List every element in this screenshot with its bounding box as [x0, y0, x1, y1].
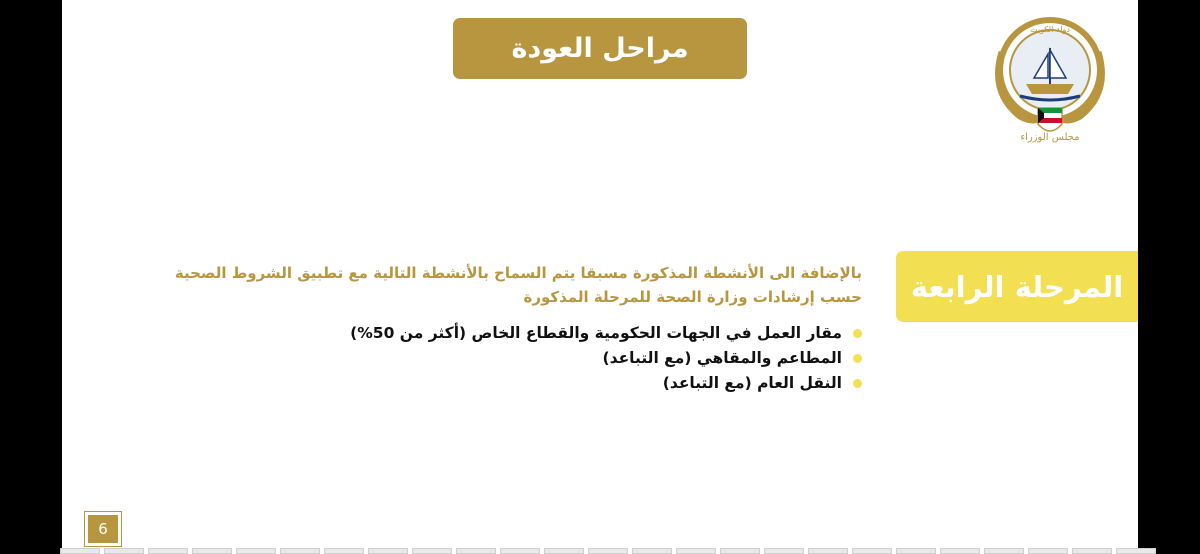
slide-thumbnail[interactable]: [1028, 548, 1068, 554]
phase-label: المرحلة الرابعة: [896, 251, 1138, 322]
slide-thumbnail[interactable]: [764, 548, 804, 554]
slide-thumbnail[interactable]: [1072, 548, 1112, 554]
bullet-dot-icon: [853, 329, 862, 338]
slide-thumbnail[interactable]: [588, 548, 628, 554]
list-item: النقل العام (مع التباعد): [262, 371, 862, 396]
slide-thumbnail[interactable]: [852, 548, 892, 554]
slide-thumbnail[interactable]: [808, 548, 848, 554]
slide-thumbnail[interactable]: [412, 548, 452, 554]
slide-thumbnail[interactable]: [280, 548, 320, 554]
slide-title: مراحل العودة: [453, 18, 747, 79]
slide-thumbnail[interactable]: [324, 548, 364, 554]
slide-thumbnail[interactable]: [984, 548, 1024, 554]
kuwait-council-of-ministers-emblem-icon: [980, 12, 1120, 144]
bullet-dot-icon: [853, 354, 862, 363]
slide-thumbnail[interactable]: [896, 548, 936, 554]
emblem-top-text: دولة الكويت: [1030, 25, 1070, 34]
page-number-badge: [84, 511, 122, 547]
slide-thumbnail[interactable]: [940, 548, 980, 554]
slide-thumbnail[interactable]: [368, 548, 408, 554]
slide-thumbnail[interactable]: [1116, 548, 1156, 554]
slide-thumbnail[interactable]: [236, 548, 276, 554]
slide-thumbnail[interactable]: [500, 548, 540, 554]
slide-thumbnail[interactable]: [632, 548, 672, 554]
page-number: 6: [88, 515, 118, 543]
emblem-bottom-text: مجلس الوزراء: [1020, 132, 1080, 143]
intro-text: بالإضافة الى الأنشطة المذكورة مسبقا يتم السماح بالأنشطة التالية مع تطبيق الشروط الصحية حسب إرشادات وزارة الصحة للمرحلة المذكورة: [174, 264, 862, 306]
slide-canvas: [62, 0, 1138, 554]
bullet-dot-icon: [853, 379, 862, 388]
slide-thumbnail[interactable]: [544, 548, 584, 554]
list-item: المطاعم والمقاهي (مع التباعد): [262, 346, 862, 371]
list-item: مقار العمل في الجهات الحكومية والقطاع الخاص (أكثر من 50%): [262, 321, 862, 346]
slide-thumbnail-strip[interactable]: [0, 548, 1200, 554]
slide-thumbnail[interactable]: [192, 548, 232, 554]
slide-thumbnail[interactable]: [60, 548, 100, 554]
slide-thumbnail[interactable]: [456, 548, 496, 554]
slide-thumbnail[interactable]: [720, 548, 760, 554]
slide-thumbnail[interactable]: [104, 548, 144, 554]
activities-list: [262, 321, 862, 396]
slide-thumbnail[interactable]: [148, 548, 188, 554]
slide-thumbnail[interactable]: [676, 548, 716, 554]
